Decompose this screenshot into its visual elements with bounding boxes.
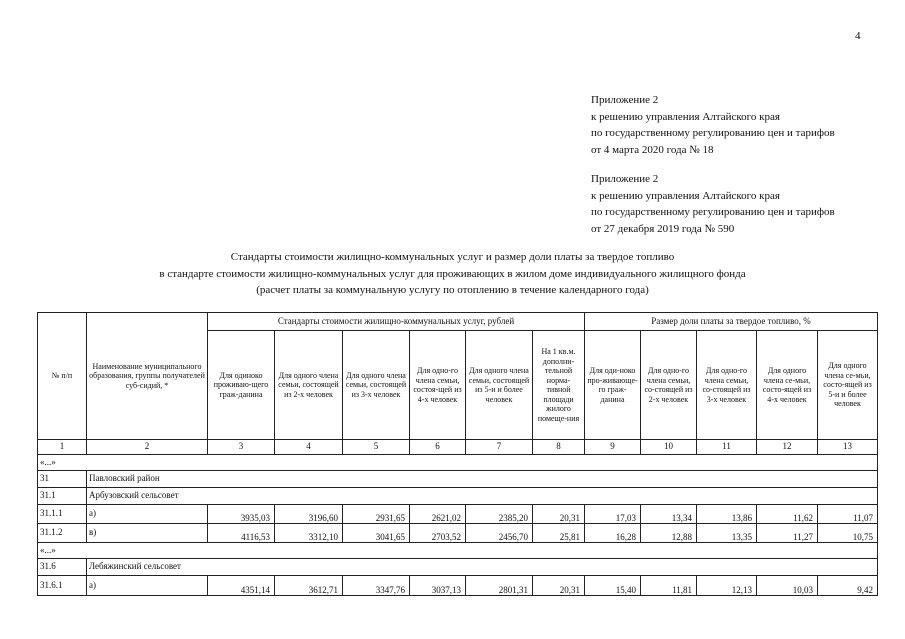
- header-col-9: Для оди-ноко про-живающе-го граж-данина: [585, 331, 641, 440]
- cell-value: 13,35: [697, 524, 757, 543]
- appendix-line: к решению управления Алтайского края: [591, 110, 780, 123]
- cell-value: 13,34: [641, 505, 697, 524]
- cell-value: 2385,20: [466, 505, 533, 524]
- header-col-6: Для одно-го члена семьи, состоя-щей из 4-х человек: [410, 331, 466, 440]
- column-number: 1: [38, 440, 87, 455]
- appendix-block-current: [591, 92, 835, 158]
- appendix-line: по государственному регулированию цен и тарифов: [591, 206, 835, 218]
- row-code: 31.6.1: [38, 576, 87, 596]
- cell-value: 3041,65: [343, 524, 410, 543]
- district-name: Павловский район: [87, 471, 878, 488]
- appendix-line: от 4 марта 2020 года № 18: [591, 143, 714, 156]
- cell-value: 2621,02: [410, 505, 466, 524]
- column-number: 5: [343, 440, 410, 455]
- header-group-standards: Стандарты стоимости жилищно-коммунальных услуг, рублей: [208, 313, 585, 331]
- title-line: в стандарте стоимости жилищно-коммунальных услуг для проживающих в жилом доме индивидуального жилищного фонда: [159, 267, 746, 280]
- cell-value: 10,75: [818, 524, 878, 543]
- cell-value: 3612,71: [275, 576, 343, 596]
- column-number: 13: [818, 440, 878, 455]
- cell-value: 2456,70: [466, 524, 533, 543]
- column-number: 9: [585, 440, 641, 455]
- cell-value: 11,81: [641, 576, 697, 596]
- row-name: в): [87, 524, 208, 543]
- header-col-13: Для одного члена се-мьи, состо-ящей из 5-и и более человек: [818, 331, 878, 440]
- cell-value: 12,13: [697, 576, 757, 596]
- row-code: 31.1.2: [38, 524, 87, 543]
- cell-value: 4351,14: [208, 576, 275, 596]
- cell-value: 20,31: [533, 576, 585, 596]
- header-col-10: Для одно-го члена семьи, со-стоящей из 2-х человек: [641, 331, 697, 440]
- row-code: 31: [38, 471, 87, 488]
- cell-value: 11,62: [757, 505, 818, 524]
- header-col-3: Для одиноко проживаю-щего граж-данина: [208, 331, 275, 440]
- table-row: [38, 505, 878, 524]
- cell-value: 3037,13: [410, 576, 466, 596]
- row-code: 31.1: [38, 488, 87, 505]
- header-col-5: Для одного члена семьи, состоящей из 3-х человек: [343, 331, 410, 440]
- column-number: 4: [275, 440, 343, 455]
- table-row: [38, 524, 878, 543]
- cell-value: 10,03: [757, 576, 818, 596]
- cell-value: 9,42: [818, 576, 878, 596]
- row-name: а): [87, 576, 208, 596]
- cell-value: 2931,65: [343, 505, 410, 524]
- header-col-8: На 1 кв.м. дополни-тельной норма-тивной площади жилого помеще-ния: [533, 331, 585, 440]
- column-number-row: [38, 440, 878, 455]
- ellipsis-row: «...»: [38, 543, 878, 559]
- cell-value: 3347,76: [343, 576, 410, 596]
- appendix-line: по государственному регулированию цен и тарифов: [591, 127, 835, 139]
- header-group-share: Размер доли платы за твердое топливо, %: [585, 313, 878, 331]
- cell-value: 3935,03: [208, 505, 275, 524]
- header-col-7: Для одного члена семьи, состоящей из 5-и и более человек: [466, 331, 533, 440]
- ellipsis-row: «...»: [38, 455, 878, 471]
- row-code: 31.6: [38, 559, 87, 576]
- cell-value: 2801,31: [466, 576, 533, 596]
- standards-table: [37, 312, 878, 596]
- cell-value: 15,40: [585, 576, 641, 596]
- column-number: 12: [757, 440, 818, 455]
- cell-value: 11,27: [757, 524, 818, 543]
- cell-value: 3196,60: [275, 505, 343, 524]
- header-col-4: Для одного члена семьи, состоящей из 2-х человек: [275, 331, 343, 440]
- title-line: Стандарты стоимости жилищно-коммунальных услуг и размер доли платы за твердое топливо: [230, 251, 675, 263]
- column-number: 7: [466, 440, 533, 455]
- header-name: Наименование муниципального образования, группы получателей суб-сидий, *: [87, 313, 208, 440]
- cell-value: 11,07: [818, 505, 878, 524]
- council-name: Арбузовский сельсовет: [87, 488, 878, 505]
- document-title: [0, 249, 905, 299]
- cell-value: 13,86: [697, 505, 757, 524]
- appendix-line: Приложение 2: [591, 94, 659, 106]
- appendix-block-original: [591, 171, 835, 237]
- column-number: 3: [208, 440, 275, 455]
- appendix-line: Приложение 2: [591, 173, 659, 185]
- column-number: 6: [410, 440, 466, 455]
- title-line: (расчет платы за коммунальную услугу по отоплению в течение календарного года): [256, 284, 649, 296]
- cell-value: 2703,52: [410, 524, 466, 543]
- cell-value: 4116,53: [208, 524, 275, 543]
- table-row: [38, 576, 878, 596]
- row-name: а): [87, 505, 208, 524]
- page-number: 4: [855, 30, 861, 42]
- column-number: 8: [533, 440, 585, 455]
- column-number: 11: [697, 440, 757, 455]
- row-code: 31.1.1: [38, 505, 87, 524]
- column-number: 10: [641, 440, 697, 455]
- appendix-line: к решению управления Алтайского края: [591, 189, 780, 202]
- cell-value: 25,81: [533, 524, 585, 543]
- cell-value: 17,03: [585, 505, 641, 524]
- cell-value: 12,88: [641, 524, 697, 543]
- cell-value: 3312,10: [275, 524, 343, 543]
- council-name: Лебяжинский сельсовет: [87, 559, 878, 576]
- appendix-line: от 27 декабря 2019 года № 590: [591, 222, 735, 235]
- header-no: № п/п: [38, 313, 87, 440]
- cell-value: 16,28: [585, 524, 641, 543]
- column-number: 2: [87, 440, 208, 455]
- header-col-12: Для одного члена се-мьи, состо-ящей из 4-х человек: [757, 331, 818, 440]
- header-col-11: Для одно-го члена семьи, со-стоящей из 3-х человек: [697, 331, 757, 440]
- cell-value: 20,31: [533, 505, 585, 524]
